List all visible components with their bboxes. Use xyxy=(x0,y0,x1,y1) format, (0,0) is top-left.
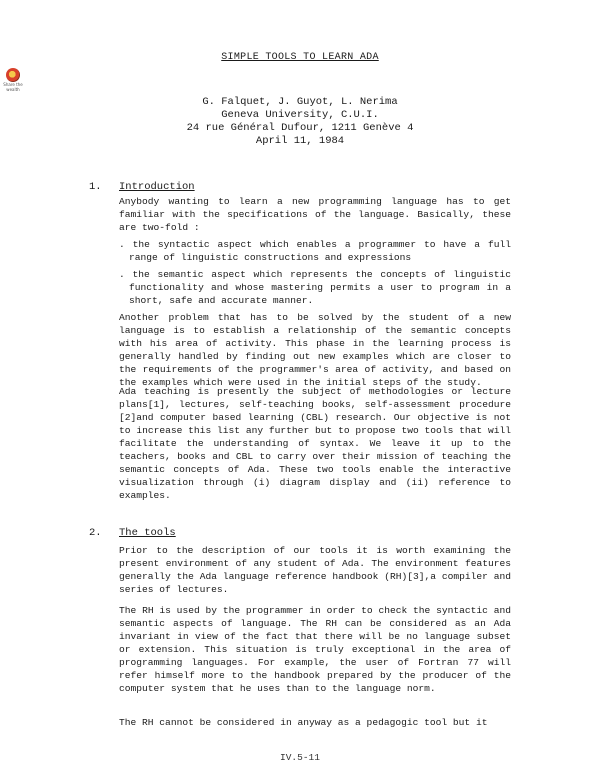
address: 24 rue Général Dufour, 1211 Genève 4 xyxy=(186,122,414,134)
section-1-number: 1. xyxy=(89,181,102,193)
date: April 11, 1984 xyxy=(255,135,345,147)
section-2-number: 2. xyxy=(89,527,102,539)
section-2-paragraph-2: The RH is used by the programmer in order to check the syntactic and semantic aspects of language. The RH can be considered as an Ada invariant in view of the fact that there will be no language subset or extension. This situation is truly exceptional in the area of programming languages. For example, the user of Fortran 77 will refer himself more to the handbook prepared by the producer of the computer system that he uses than to the language norm. xyxy=(119,605,511,694)
section-2-paragraph-1: Prior to the description of our tools it is worth examining the present environment of any student of Ada. The environment features generally the Ada language reference handbook (RH)[3],a compiler and series of lectures. xyxy=(119,545,511,595)
section-1-paragraph-1: Anybody wanting to learn a new programming language has to get familiar with the specifications of the language. Basically, these are two-fold : xyxy=(119,196,511,233)
stamp-text: Share the wealth xyxy=(3,82,23,92)
stamp-emblem-icon xyxy=(6,68,20,82)
affiliation: Geneva University, C.U.I. xyxy=(221,109,379,121)
authors: G. Falquet, J. Guyot, L. Nerima xyxy=(202,96,398,108)
section-1-paragraph-3: Ada teaching is presently the subject of methodologies or lecture plans[1], lectures, self-teaching books, self-assessment procedure [2]and computer based learning (CBL) research. Our objective is not to increase this list any further but to propose two tools that will facilitate the understanding of syntax. We leave it up to the teachers, books and CBL to carry over their mission of teaching the semantic concepts of Ada. These two tools enable the interactive visualization through (i) diagram display and (ii) reference to examples. xyxy=(119,386,511,501)
section-1-bullet-1: . the syntactic aspect which enables a programmer to have a full range of linguistic constructions and expressions xyxy=(119,239,511,263)
section-1-title: Introduction xyxy=(119,181,195,193)
page-number: IV.5-11 xyxy=(280,752,320,763)
library-stamp-logo xyxy=(2,68,24,98)
section-2-title: The tools xyxy=(119,527,176,539)
paper-title: SIMPLE TOOLS TO LEARN ADA xyxy=(221,52,379,63)
section-1-paragraph-2: Another problem that has to be solved by the student of a new language is to establish a relationship of the semantic concepts with his area of activity. This phase in the learning process is generally handled by finding out new examples which are closer to the requirements of the programmer's area of activity, and based on the examples which were used in the initial steps of the study. xyxy=(119,312,511,388)
section-2-paragraph-3: The RH cannot be considered in anyway as a pedagogic tool but it xyxy=(119,717,488,728)
section-1-bullet-2: . the semantic aspect which represents the concepts of linguistic functionality and whose mastering permits a user to program in a short, safe and accurate manner. xyxy=(119,269,511,306)
